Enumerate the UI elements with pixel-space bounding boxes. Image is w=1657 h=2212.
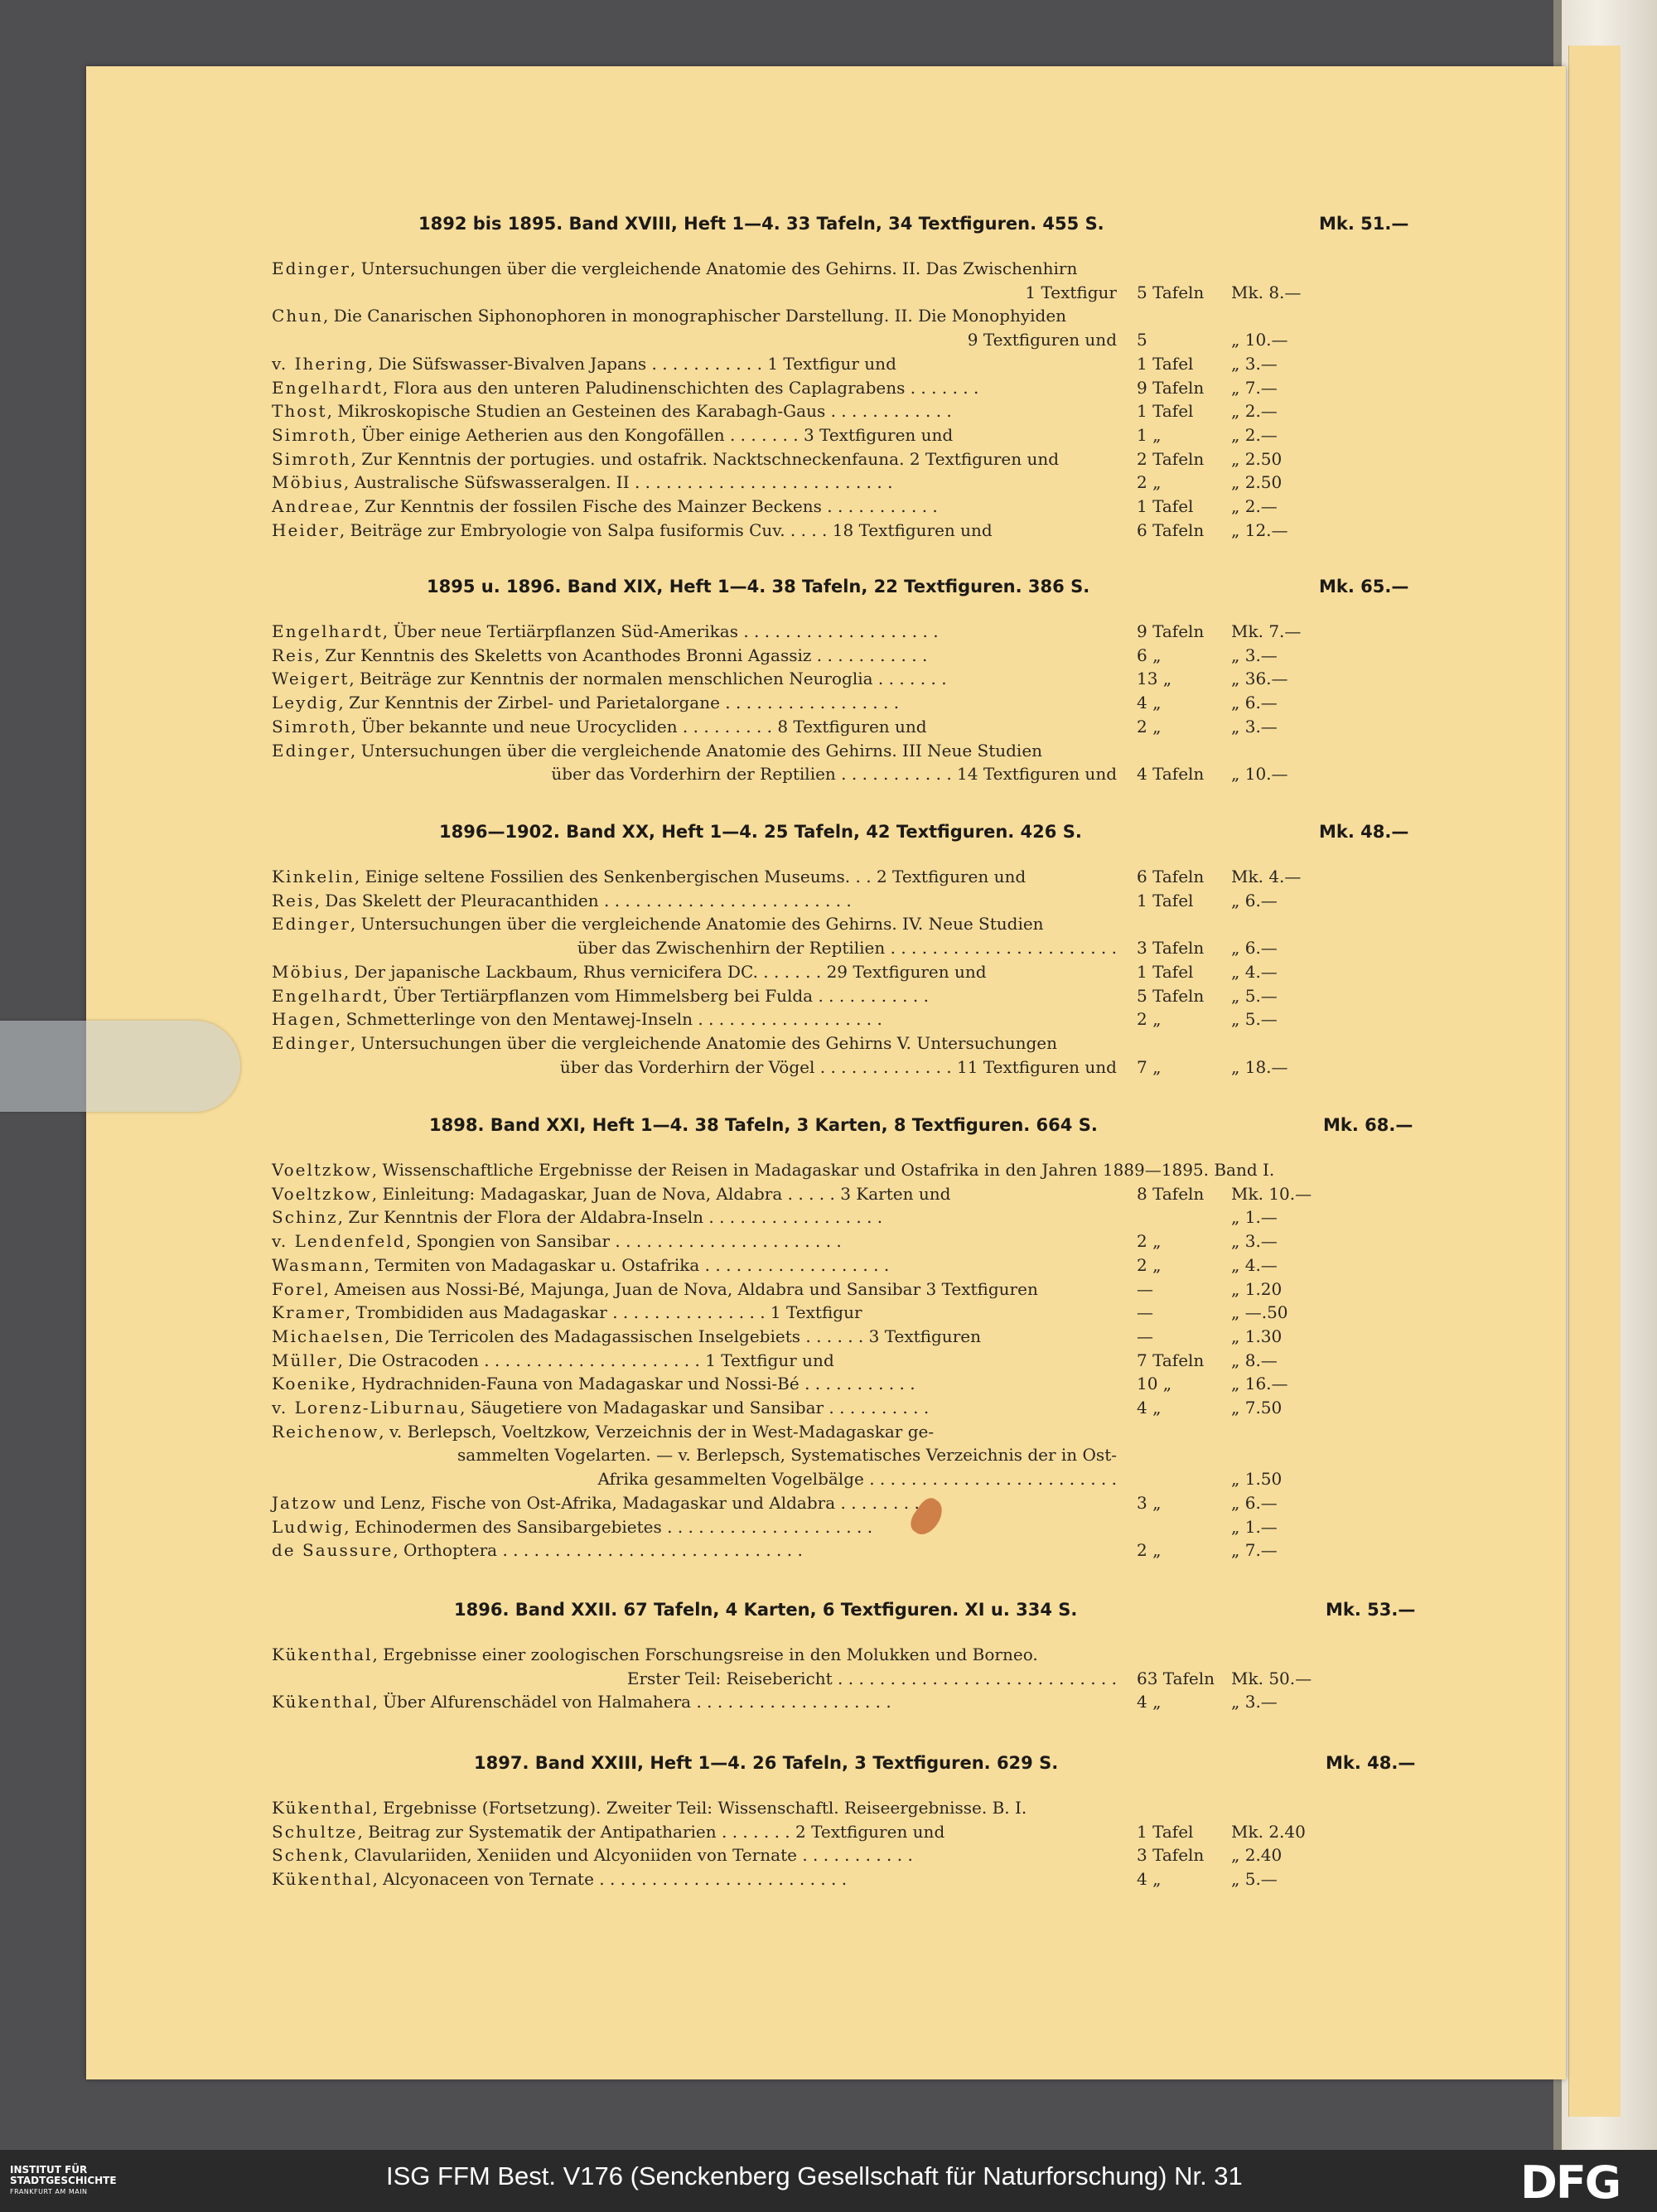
entry-author: v. Lendenfeld <box>272 1231 406 1252</box>
section-price: Mk. 53.— <box>1326 1600 1416 1620</box>
entry-author: Simroth <box>272 448 351 469</box>
entry-line <box>272 496 938 516</box>
section-price: Mk. 48.— <box>1326 1753 1416 1773</box>
entry-price: „ 2.40 <box>1231 1845 1283 1866</box>
catalog-entry <box>272 1033 1117 1056</box>
entry-line <box>272 1374 915 1393</box>
entry-author: Schultze <box>272 1821 358 1842</box>
entry-author: Heider <box>272 519 340 540</box>
entry-price: Mk. 7.— <box>1231 621 1302 641</box>
entry-plates: 8 Tafeln <box>1137 1183 1205 1204</box>
entry-line <box>272 867 1026 886</box>
entry-text: , Die Süfswasser-Bivalven Japans . . . . . . . . . . . 1 Textfigur und <box>367 353 896 374</box>
entry-text: , Das Skelett der Pleuracanthiden . . . . . . . . . . . . . . . . . . . . . . . . <box>314 890 852 910</box>
entry-text: über das Vorderhirn der Vögel . . . . . . . . . . . . . 11 Textfiguren und <box>559 1056 1117 1077</box>
catalog-entry <box>272 282 1302 306</box>
entry-plates: 2 „ <box>1137 1540 1162 1561</box>
catalog-entry <box>272 1302 1288 1326</box>
entry-price: Mk. 10.— <box>1231 1183 1312 1204</box>
entry-text: , Australische Süfswasseralgen. II . . . . . . . . . . . . . . . . . . . . . . . . . <box>343 472 893 493</box>
catalog-entry <box>272 1183 1312 1207</box>
catalog-entry <box>272 1009 1278 1032</box>
entry-text: , Über einige Aetherien aus den Kongofällen . . . . . . . 3 Textfiguren und <box>350 424 954 445</box>
catalog-entry <box>272 1350 1278 1374</box>
catalog-entry <box>272 472 1283 495</box>
entry-text: , Der japanische Lackbaum, Rhus vernicifera DC. . . . . . . 29 Textfiguren und <box>343 961 987 982</box>
entry-text: , Ergebnisse einer zoologischen Forschungsreise in den Molukken und Borneo. <box>372 1645 1038 1664</box>
entry-price: „ 2.50 <box>1231 472 1283 493</box>
entry-author: Thost <box>272 401 327 422</box>
entry-price: „ 4.— <box>1231 961 1278 982</box>
section-price: Mk. 51.— <box>1319 214 1409 234</box>
entry-line <box>272 1869 847 1889</box>
section-price: Mk. 48.— <box>1319 822 1409 842</box>
entry-author: Ludwig <box>272 1516 345 1537</box>
catalog-entry <box>272 1645 1117 1668</box>
entry-price: „ 1.20 <box>1231 1278 1283 1299</box>
entry-price: „ 3.— <box>1231 645 1278 665</box>
catalog-entry <box>272 890 1278 914</box>
catalog-entry <box>272 938 1278 961</box>
entry-plates: 1 Tafel <box>1137 353 1194 374</box>
entry-price: „ 10.— <box>1231 764 1288 785</box>
entry-line <box>272 986 929 1006</box>
catalog-entry <box>272 693 1278 716</box>
catalog-entry <box>272 401 1278 424</box>
catalog-entry <box>272 621 1302 645</box>
catalog-entry <box>272 1540 1278 1563</box>
entry-author: Kükenthal <box>272 1869 373 1890</box>
entry-author: Edinger <box>272 740 350 761</box>
catalog-entry <box>272 1516 1278 1540</box>
entry-author: Müller <box>272 1350 338 1370</box>
entry-author: Forel <box>272 1278 324 1299</box>
entry-author: Wasmann <box>272 1254 365 1275</box>
entry-plates: 2 „ <box>1137 1254 1162 1275</box>
entry-plates: 1 Tafel <box>1137 496 1194 516</box>
entry-text: , Mikroskopische Studien an Gesteinen des Karabagh-Gaus . . . . . . . . . . . . <box>326 401 952 422</box>
entry-plates: 2 „ <box>1137 716 1162 737</box>
entry-text: , Die Terricolen des Madagassischen Inselgebiets . . . . . . 3 Textfiguren <box>384 1326 981 1346</box>
entry-author: Schinz <box>272 1207 338 1228</box>
entry-line <box>272 425 953 445</box>
institute-line-2: STADTGESCHICHTE <box>10 2175 117 2186</box>
entry-line <box>272 378 978 398</box>
entry-line <box>272 1645 1038 1664</box>
entry-author: Möbius <box>272 472 344 493</box>
catalog-entry <box>272 764 1288 787</box>
entry-plates: 2 „ <box>1137 1009 1162 1030</box>
entry-price: Mk. 8.— <box>1231 282 1302 302</box>
entry-author: Voeltzkow <box>272 1160 372 1180</box>
section-title: 1892 bis 1895. Band XVIII, Heft 1—4. 33 Tafeln, 34 Textfiguren. 455 S. <box>418 214 1104 234</box>
entry-price: „ 6.— <box>1231 938 1278 959</box>
entry-author: Kükenthal <box>272 1692 373 1712</box>
catalog-entry <box>272 377 1278 401</box>
catalog-entry <box>272 1422 1117 1445</box>
entry-price: „ 6.— <box>1231 693 1278 713</box>
entry-line <box>272 1231 842 1251</box>
catalog-entry <box>272 867 1302 890</box>
entry-price: „ 18.— <box>1231 1056 1288 1077</box>
institute-line-3: FRANKFURT AM MAIN <box>10 2188 88 2195</box>
entry-plates: — <box>1137 1302 1153 1323</box>
entry-line <box>272 741 1042 761</box>
entry-text: , Zur Kenntnis der Flora der Aldabra-Inseln . . . . . . . . . . . . . . . . . <box>337 1207 883 1228</box>
entry-text: , Einige seltene Fossilien des Senkenbergischen Museums. . . 2 Textfiguren und <box>354 867 1027 886</box>
entry-price: „ 5.— <box>1231 1009 1278 1030</box>
entry-line <box>272 1184 950 1204</box>
entry-plates: 3 Tafeln <box>1137 938 1205 959</box>
entry-text: , Flora aus den unteren Paludinenschichten des Caplagrabens . . . . . . . <box>382 377 979 398</box>
entry-author: Schenk <box>272 1845 344 1866</box>
entry-author: Reis <box>272 645 315 665</box>
catalog-entry <box>272 1492 1278 1516</box>
entry-text: , Schmetterlinge von den Mentawej-Inseln . . . . . . . . . . . . . . . . . . <box>335 1009 882 1030</box>
entry-plates: 1 Tafel <box>1137 401 1194 422</box>
catalog-entry <box>272 1374 1288 1397</box>
entry-plates: 7 Tafeln <box>1137 1350 1205 1370</box>
entry-line <box>272 472 892 492</box>
entry-plates: 2 „ <box>1137 1231 1162 1252</box>
entry-plates: 1 Tafel <box>1137 961 1194 982</box>
entry-author: Kinkelin <box>272 867 355 886</box>
entry-text: über das Zwischenhirn der Reptilien . . . . . . . . . . . . . . . . . . . . . . <box>577 938 1117 959</box>
entry-author: Hagen <box>272 1009 336 1030</box>
catalog-entry <box>272 716 1278 740</box>
catalog-entry <box>272 741 1117 764</box>
entry-plates: 13 „ <box>1137 669 1172 689</box>
entry-author: Edinger <box>272 258 350 278</box>
entry-line <box>272 1160 1274 1180</box>
entry-author: Leydig <box>272 693 339 713</box>
scanner-clip <box>0 1021 240 1112</box>
entry-line <box>272 914 1044 934</box>
entry-plates: 4 „ <box>1137 1398 1162 1418</box>
entry-plates: 1 Tafel <box>1137 890 1194 910</box>
entry-text: , Ergebnisse (Fortsetzung). Zweiter Teil: Wissenschaftl. Reiseergebnisse. B. I. <box>372 1798 1027 1818</box>
entry-plates: 63 Tafeln <box>1137 1668 1215 1688</box>
entry-line <box>272 401 952 421</box>
catalog-entry <box>272 1445 1117 1468</box>
catalog-entry <box>272 1798 1117 1821</box>
entry-price: „ 3.— <box>1231 716 1278 737</box>
section-title: 1898. Band XXI, Heft 1—4. 38 Tafeln, 3 Karten, 8 Textfiguren. 664 S. <box>429 1115 1098 1135</box>
entry-line <box>272 1822 944 1842</box>
entry-text: , Über neue Tertiärpflanzen Süd-Amerikas . . . . . . . . . . . . . . . . . . . <box>382 621 939 641</box>
entry-plates: 1 „ <box>1137 424 1162 445</box>
entry-price: „ 4.— <box>1231 1254 1278 1275</box>
entry-text: , Clavulariiden, Xeniiden und Alcyoniiden von Ternate . . . . . . . . . . . <box>343 1845 913 1866</box>
entry-plates: 2 Tafeln <box>1137 448 1205 469</box>
catalog-entry <box>272 1207 1278 1230</box>
entry-plates: 4 „ <box>1137 1869 1162 1890</box>
entry-text: , v. Berlepsch, Voeltzkow, Verzeichnis der in West-Madagaskar ge- <box>379 1421 935 1442</box>
entry-price: Mk. 50.— <box>1231 1668 1312 1688</box>
catalog-entry <box>272 1278 1283 1302</box>
entry-line <box>272 693 899 712</box>
entry-text: , Über Tertiärpflanzen vom Himmelsberg bei Fulda . . . . . . . . . . . <box>382 985 929 1006</box>
catalog-entry <box>272 1326 1283 1350</box>
entry-text: , Beiträge zur Embryologie von Salpa fusiformis Cuv. . . . . 18 Textfiguren und <box>339 519 993 540</box>
entry-text: sammelten Vogelarten. — v. Berlepsch, Systematisches Verzeichnis der in Ost- <box>457 1445 1117 1466</box>
entry-author: de Saussure <box>272 1540 394 1561</box>
entry-plates: 6 Tafeln <box>1137 519 1205 540</box>
entry-author: v. Lorenz-Liburnau <box>272 1398 461 1418</box>
catalog-entry <box>272 330 1288 353</box>
entry-line <box>272 1517 872 1537</box>
catalog-entry <box>272 1821 1306 1845</box>
entry-author: Edinger <box>272 1032 350 1053</box>
entry-price: „ 1.30 <box>1231 1326 1283 1346</box>
catalog-entry <box>272 961 1278 985</box>
entry-text: , Spongien von Sansibar . . . . . . . . . . . . . . . . . . . . . . <box>405 1231 842 1252</box>
entry-text: Afrika gesammelten Vogelbälge . . . . . . . . . . . . . . . . . . . . . . . . <box>597 1469 1117 1490</box>
catalog-entry <box>272 1869 1278 1892</box>
entry-author: Michaelsen <box>272 1326 385 1346</box>
entry-price: „ 3.— <box>1231 353 1278 374</box>
entry-author: Engelhardt <box>272 621 383 641</box>
section-title: 1896—1902. Band XX, Heft 1—4. 25 Tafeln, 42 Textfiguren. 426 S. <box>439 822 1082 842</box>
institute-line-1: INSTITUT FÜR <box>10 2164 88 2176</box>
entry-line <box>272 1398 929 1418</box>
entry-text: 1 Textfigur <box>1025 282 1117 302</box>
entry-text: , Trombididen aus Madagaskar . . . . . . . . . . . . . . . 1 Textfigur <box>345 1302 862 1323</box>
entry-author: Koenike <box>272 1374 351 1394</box>
entry-plates: 4 „ <box>1137 1692 1162 1712</box>
entry-line <box>272 1422 934 1442</box>
dfg-logo: DFG <box>1520 2156 1621 2209</box>
entry-text: , Echinodermen des Sansibargebietes . . . . . . . . . . . . . . . . . . . . <box>344 1516 873 1537</box>
entry-author: Weigert <box>272 669 350 689</box>
entry-plates: — <box>1137 1278 1153 1299</box>
entry-price: „ 2.— <box>1231 424 1278 445</box>
entry-price: „ 16.— <box>1231 1374 1288 1394</box>
entry-author: Kükenthal <box>272 1645 373 1664</box>
entry-text: , Über bekannte und neue Urocycliden . . . . . . . . . 8 Textfiguren und <box>350 716 927 737</box>
entry-plates: 5 Tafeln <box>1137 985 1205 1006</box>
entry-plates: 5 Tafeln <box>1137 282 1205 302</box>
catalog-entry <box>272 1469 1283 1492</box>
entry-price: „ 6.— <box>1231 1492 1278 1513</box>
catalog-entry <box>272 353 1278 377</box>
entry-text: , Die Ostracoden . . . . . . . . . . . . . . . . . . . . . 1 Textfigur und <box>337 1350 834 1370</box>
catalog-entry <box>272 519 1288 543</box>
entry-price: „ 2.50 <box>1231 448 1283 469</box>
entry-price: Mk. 4.— <box>1231 867 1302 886</box>
entry-plates: 3 „ <box>1137 1492 1162 1513</box>
catalog-entry <box>272 669 1288 692</box>
entry-line <box>272 354 896 374</box>
entry-plates: 9 Tafeln <box>1137 621 1205 641</box>
entry-price: „ 7.— <box>1231 1540 1278 1561</box>
entry-text: , Alcyonaceen von Ternate . . . . . . . . . . . . . . . . . . . . . . . . <box>372 1869 848 1890</box>
entry-line <box>272 891 852 910</box>
entry-plates: 7 „ <box>1137 1056 1162 1077</box>
entry-line <box>272 1845 913 1865</box>
entry-text: über das Vorderhirn der Reptilien . . . . . . . . . . . 14 Textfiguren und <box>551 764 1117 785</box>
section-price: Mk. 68.— <box>1323 1115 1413 1135</box>
catalog-entry <box>272 1668 1312 1692</box>
entry-line <box>272 669 947 688</box>
entry-price: „ 7.— <box>1231 377 1278 398</box>
catalog-entry <box>272 1056 1288 1080</box>
entry-text: , Einleitung: Madagaskar, Juan de Nova, Aldabra . . . . . 3 Karten und <box>371 1183 951 1204</box>
catalog-entry <box>272 1692 1278 1715</box>
entry-text: , Untersuchungen über die vergleichende Anatomie des Gehirns V. Untersuchungen <box>350 1032 1058 1053</box>
entry-text: , Wissenschaftliche Ergebnisse der Reisen in Madagaskar und Ostafrika in den Jahren 1889—1895. Band I. <box>371 1160 1275 1180</box>
entry-price: „ 2.— <box>1231 401 1278 422</box>
institute-logo <box>10 2165 117 2197</box>
entry-line <box>272 645 927 665</box>
catalog-entry <box>272 1231 1278 1254</box>
entry-line <box>272 962 987 982</box>
entry-line <box>272 258 1077 278</box>
section-price: Mk. 65.— <box>1319 577 1409 596</box>
entry-plates: 5 <box>1137 330 1147 350</box>
catalog-entry <box>272 496 1278 519</box>
entry-price: „ 1.50 <box>1231 1469 1283 1490</box>
entry-text: , Untersuchungen über die vergleichende Anatomie des Gehirns. II. Das Zwischenhirn <box>350 258 1078 278</box>
entry-line <box>272 449 1059 469</box>
entry-text: , Untersuchungen über die vergleichende Anatomie des Gehirns. III Neue Studien <box>350 740 1043 761</box>
entry-text: Erster Teil: Reisebericht . . . . . . . . . . . . . . . . . . . . . . . . . . . <box>626 1668 1117 1688</box>
entry-text: , Orthoptera . . . . . . . . . . . . . . . . . . . . . . . . . . . . . <box>393 1540 803 1561</box>
entry-price: „ 12.— <box>1231 519 1288 540</box>
entry-author: Reichenow <box>272 1421 379 1442</box>
entry-author: Voeltzkow <box>272 1183 372 1204</box>
catalog-entry <box>272 258 1117 282</box>
catalog-entry <box>272 645 1278 669</box>
entry-line <box>272 1255 889 1275</box>
entry-price: „ 36.— <box>1231 669 1288 689</box>
entry-text: und Lenz, Fische von Ost-Afrika, Madagaskar und Aldabra . . . . . . . . <box>337 1492 920 1513</box>
section-title: 1895 u. 1896. Band XIX, Heft 1—4. 38 Tafeln, 22 Textfiguren. 386 S. <box>427 577 1090 596</box>
entry-author: Engelhardt <box>272 377 383 398</box>
entry-author: Simroth <box>272 424 351 445</box>
entry-line <box>272 1326 981 1346</box>
entry-line <box>272 520 993 540</box>
entry-price: „ 1.— <box>1231 1516 1278 1537</box>
entry-author: Edinger <box>272 914 350 935</box>
entry-text: , Beiträge zur Kenntnis der normalen menschlichen Neuroglia . . . . . . . <box>349 669 947 689</box>
entry-price: „ 7.50 <box>1231 1398 1283 1418</box>
entry-plates: 4 Tafeln <box>1137 764 1205 785</box>
entry-plates: 3 Tafeln <box>1137 1845 1205 1866</box>
entry-line <box>272 1798 1027 1818</box>
entry-plates: 10 „ <box>1137 1374 1172 1394</box>
entry-plates: 2 „ <box>1137 472 1162 493</box>
entry-text: , Zur Kenntnis der portugies. und ostafrik. Nacktschneckenfauna. 2 Textfiguren und <box>350 448 1060 469</box>
entry-author: Reis <box>272 890 315 910</box>
entry-plates: 1 Tafel <box>1137 1821 1194 1842</box>
entry-text: , Beitrag zur Systematik der Antipatharien . . . . . . . 2 Textfiguren und <box>357 1821 945 1842</box>
entry-price: „ 6.— <box>1231 890 1278 910</box>
archive-caption: ISG FFM Best. V176 (Senckenberg Gesellschaft für Naturforschung) Nr. 31 <box>386 2161 1243 2190</box>
entry-text: , Über Alfurenschädel von Halmahera . . . . . . . . . . . . . . . . . . . <box>372 1692 891 1712</box>
entry-plates: 4 „ <box>1137 693 1162 713</box>
entry-plates: — <box>1137 1326 1153 1346</box>
catalog-entry <box>272 1160 1432 1183</box>
section-title: 1897. Band XXIII, Heft 1—4. 26 Tafeln, 3 Textfiguren. 629 S. <box>474 1753 1059 1773</box>
catalog-entry <box>272 914 1117 937</box>
entry-line <box>272 1692 891 1712</box>
entry-text: , Termiten von Madagaskar u. Ostafrika . . . . . . . . . . . . . . . . . . <box>364 1254 890 1275</box>
entry-price: „ 2.— <box>1231 496 1278 516</box>
entry-price: „ —.50 <box>1231 1302 1288 1323</box>
entry-plates: 6 „ <box>1137 645 1162 665</box>
viewer-footer <box>0 2150 1657 2212</box>
entry-plates: 6 Tafeln <box>1137 867 1205 886</box>
catalog-entry <box>272 448 1283 472</box>
entry-line <box>272 1279 1038 1299</box>
entry-author: Kramer <box>272 1302 345 1323</box>
entry-author: Möbius <box>272 961 344 982</box>
entry-line <box>272 1033 1057 1053</box>
entry-line <box>272 1009 882 1029</box>
entry-price: „ 1.— <box>1231 1207 1278 1228</box>
entry-text: , Säugetiere von Madagaskar und Sansibar . . . . . . . . . . <box>460 1398 930 1418</box>
entry-author: Kükenthal <box>272 1798 373 1818</box>
catalog-entry <box>272 1398 1283 1421</box>
entry-author: Andreae <box>272 496 355 516</box>
entry-text: , Die Canarischen Siphonophoren in monographischer Darstellung. II. Die Monophyiden <box>322 306 1067 326</box>
entry-plates: 9 Tafeln <box>1137 377 1205 398</box>
entry-text: , Zur Kenntnis der fossilen Fische des Mainzer Beckens . . . . . . . . . . . <box>354 496 938 516</box>
catalog-entry <box>272 1254 1278 1278</box>
entry-text: , Hydrachniden-Fauna von Madagaskar und Nossi-Bé . . . . . . . . . . . <box>350 1374 915 1394</box>
entry-text: , Untersuchungen über die vergleichende Anatomie des Gehirns. IV. Neue Studien <box>350 914 1044 935</box>
entry-line <box>272 1207 882 1227</box>
entry-price: „ 3.— <box>1231 1692 1278 1712</box>
catalog-entry <box>272 424 1278 448</box>
catalog-entry <box>272 306 1117 329</box>
entry-line <box>272 306 1066 326</box>
entry-price: „ 8.— <box>1231 1350 1278 1370</box>
entry-author: Simroth <box>272 716 351 737</box>
entry-author: Jatzow <box>272 1492 338 1513</box>
catalog-entry <box>272 1845 1283 1868</box>
entry-text: 9 Textfiguren und <box>967 330 1117 350</box>
entry-line <box>272 621 939 641</box>
entry-text: , Zur Kenntnis des Skeletts von Acanthodes Bronni Agassiz . . . . . . . . . . . <box>314 645 928 665</box>
entry-price: „ 5.— <box>1231 985 1278 1006</box>
entry-price: „ 3.— <box>1231 1231 1278 1252</box>
catalog-entry <box>272 985 1278 1009</box>
entry-price: „ 5.— <box>1231 1869 1278 1890</box>
entry-line <box>272 1302 862 1322</box>
entry-line <box>272 1493 920 1513</box>
entry-line <box>272 717 927 737</box>
entry-price: Mk. 2.40 <box>1231 1821 1306 1842</box>
entry-author: Engelhardt <box>272 985 383 1006</box>
entry-line <box>272 1350 834 1370</box>
entry-text: , Zur Kenntnis der Zirbel- und Parietalorgane . . . . . . . . . . . . . . . . . <box>338 693 900 713</box>
entry-text: , Ameisen aus Nossi-Bé, Majunga, Juan de Nova, Aldabra und Sansibar 3 Textfiguren <box>323 1278 1038 1299</box>
entry-author: Chun <box>272 306 323 326</box>
entry-price: „ 10.— <box>1231 330 1288 350</box>
section-title: 1896. Band XXII. 67 Tafeln, 4 Karten, 6 Textfiguren. XI u. 334 S. <box>454 1600 1078 1620</box>
entry-line <box>272 1540 803 1560</box>
entry-author: v. Ihering <box>272 353 368 374</box>
